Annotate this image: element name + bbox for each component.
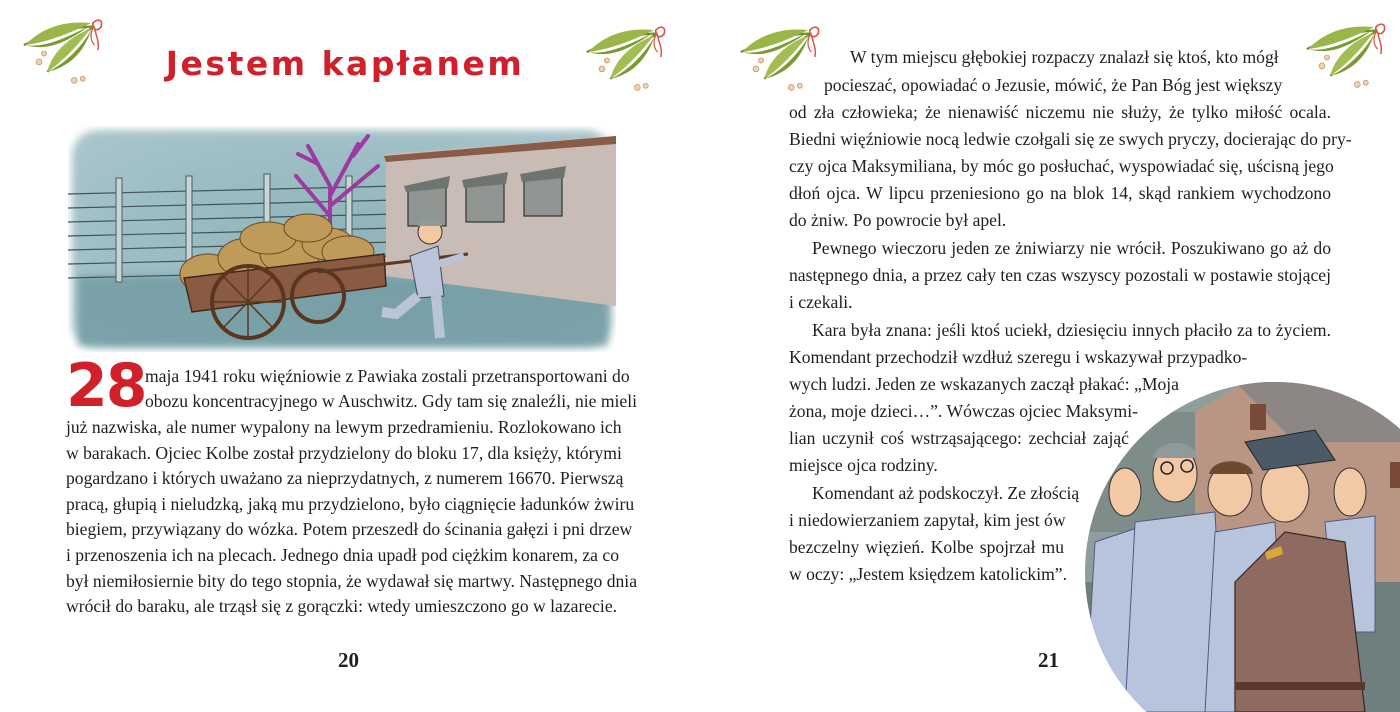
body-text-line: i czekali.	[789, 292, 853, 312]
chapter-title: Jestem kapłanem	[165, 44, 525, 83]
body-text-line: czy ojca Maksymiliana, by móc go posłuchać, wyspowiadać się, uścisną jego	[789, 156, 1334, 176]
body-text-line: następnego dnia, a przez cały ten czas wszyscy pozostali w postawie stojącej	[789, 265, 1331, 285]
body-text-line: pocieszać, opowiadać o Jezusie, mówić, że Pan Bóg jest większy	[824, 75, 1283, 95]
commandant-and-prisoners-illustration	[1085, 382, 1400, 712]
body-text-line: obozu koncentracyjnego w Auschwitz. Gdy tam się znaleźli, nie mieli	[145, 391, 637, 411]
body-text-line: lian uczynił coś wstrząsającego: zechciał zająć	[789, 428, 1129, 448]
pine-sprig-decoration-icon	[568, 15, 678, 95]
body-text-line: od zła człowieka; że nienawiść niczemu nie służy, że tylko miłość ocala.	[789, 102, 1331, 122]
body-text-line: pracą, głupią i nieludzką, jaką mu przydzielono, było ciągnięcie ładunków żwiru	[66, 494, 635, 514]
body-text-line: Kara była znana: jeśli ktoś uciekł, dziesięciu innych płaciło za to życiem.	[812, 320, 1331, 340]
body-text-line: i przenoszenia ich na plecach. Jednego dnia upadł pod ciężkim konarem, za co	[66, 545, 619, 565]
left-page	[0, 0, 700, 700]
pine-sprig-decoration-icon	[722, 15, 832, 95]
body-text-line: miejsce ojca rodziny.	[789, 455, 938, 475]
prisoner-pulling-cart-illustration	[68, 126, 616, 352]
dropcap-number: 28	[66, 351, 146, 421]
body-text-line: dłoń ojca. W lipcu przeniesiono go na blok 14, skąd rankiem wychodzono	[789, 183, 1331, 203]
body-text-line: bezczelny więzień. Kolbe spojrzał mu	[789, 537, 1064, 557]
body-text-line: był niemiłosiernie bity do tego stopnia, że wydawał się martwy. Następnego dnia	[66, 571, 638, 591]
pine-sprig-decoration-icon	[1288, 12, 1398, 92]
body-text-line: W tym miejscu głębokiej rozpaczy znalazł się ktoś, kto mógł	[850, 47, 1279, 67]
body-text-line: do żniw. Po powrocie był apel.	[789, 210, 1007, 230]
body-text-line: wych ludzi. Jeden ze wskazanych zaczął płakać: „Moja	[789, 374, 1179, 394]
page-number: 21	[1038, 648, 1059, 672]
body-text-line: w oczy: „Jestem księdzem katolickim”.	[789, 564, 1067, 584]
body-text-line: żona, moje dzieci…”. Wówczas ojciec Maksymi-	[789, 401, 1138, 421]
body-text-line: Biedni więźniowie nocą ledwie czołgali się ze swych pryczy, docierając do pry-	[789, 129, 1352, 149]
page-number: 20	[338, 648, 359, 672]
pine-sprig-decoration-icon	[5, 8, 115, 88]
body-text-line: w barakach. Ojciec Kolbe został przydzielony do bloku 17, dla księży, którymi	[66, 443, 622, 463]
body-text-line: i niedowierzaniem zapytał, kim jest ów	[789, 510, 1066, 530]
body-text-line: Komendant aż podskoczył. Ze złością	[812, 483, 1080, 503]
body-text-line: pogardzano i których uważano za nieprzydatnych, z numerem 16670. Pierwszą	[66, 468, 624, 488]
body-text-line: już nazwiska, ale numer wypalony na lewym przedramieniu. Rozlokowano ich	[66, 417, 622, 437]
body-text-line: biegiem, przywiązany do wózka. Potem przeszedł do ścinania gałęzi i pni drzew	[66, 519, 633, 539]
body-text-line: maja 1941 roku więźniowie z Pawiaka zostali przetransportowani do	[145, 366, 630, 386]
body-text-line: wrócił do baraku, ale trząsł się z gorączki: wtedy umieszczono go w lazarecie.	[66, 596, 618, 616]
body-text-line: Pewnego wieczoru jeden ze żniwiarzy nie wrócił. Poszukiwano go aż do	[812, 238, 1331, 258]
body-text-line: Komendant przechodził wzdłuż szeregu i wskazywał przypadko-	[789, 347, 1248, 367]
